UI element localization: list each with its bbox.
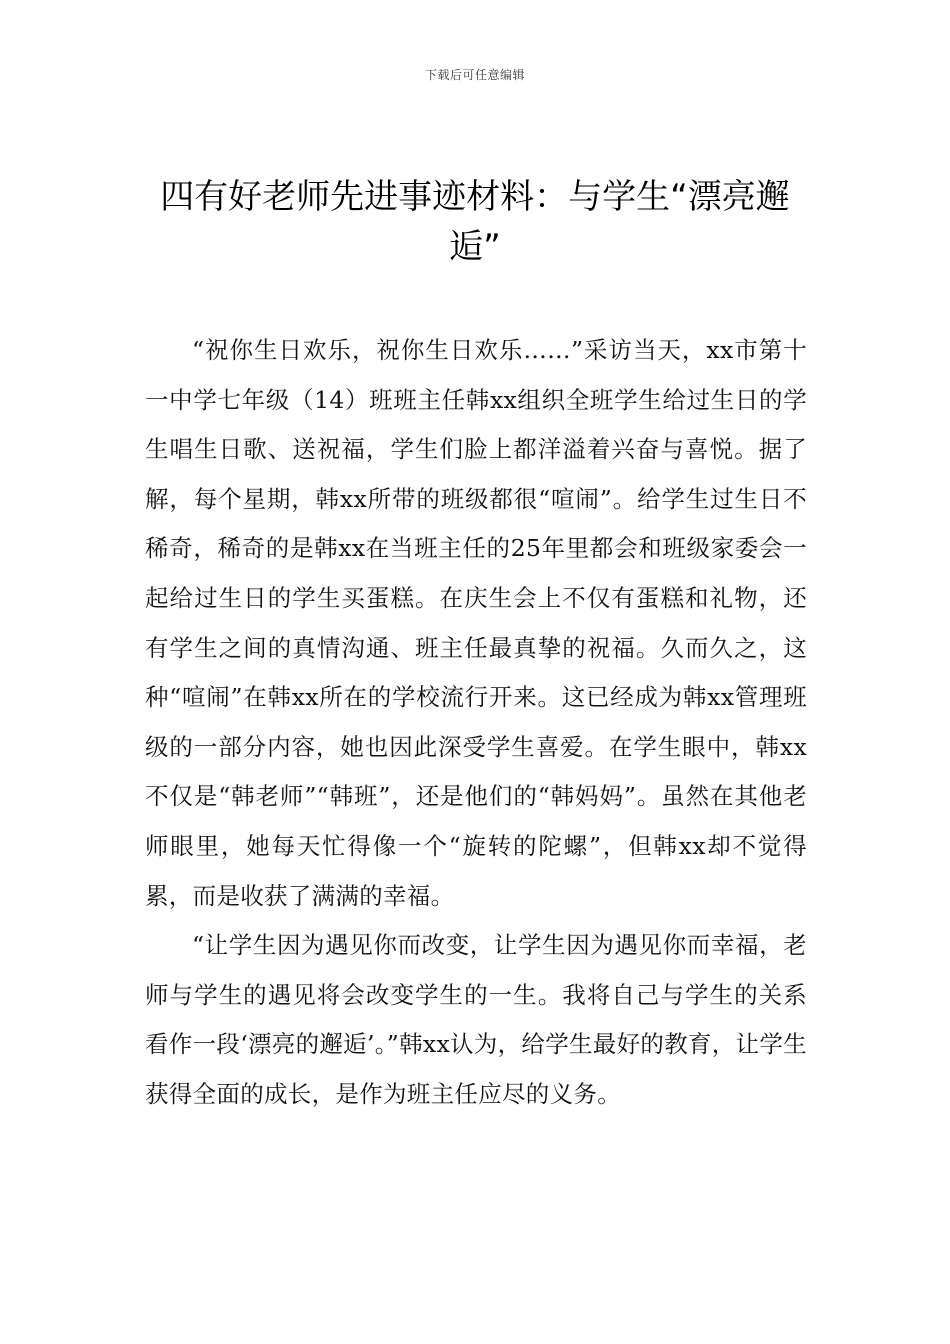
document-title: 四有好老师先进事迹材料：与学生“漂亮邂逅” — [160, 177, 790, 267]
header-note: 下载后可任意编辑 — [424, 68, 525, 82]
paragraph-2: “让学生因为遇见你而改变，让学生因为遇见你而幸福，老师与学生的遇见将会改变学生的一生。我将自己与学生的关系看作一段‘漂亮的邂逅’。”韩xx认为，给学生最好的教育，让学生获得全面的成长，是作为班主任应尽的义务。 — [145, 931, 808, 1108]
paragraph-1: “祝你生日欢乐，祝你生日欢乐……”采访当天，xx市第十一中学七年级（14）班班主任韩xx组织全班学生给过生日的学生唱生日歌、送祝福，学生们脸上都洋溢着兴奋与喜悦。据了解，每个星期，韩xx所带的班级都很“喧闹”。给学生过生日不稀奇，稀奇的是韩xx在当班主任的25年里都会和班级家委会一起给过生日的学生买蛋糕。在庆生会上不仅有蛋糕和礼物，还有学生之间的真情沟通、班主任最真挚的祝福。久而久之，这种“喧闹”在韩xx所在的学校流行开来。这已经成为韩xx管理班级的一部分内容，她也因此深受学生喜爱。在学生眼中，韩xx不仅是“韩老师”“韩班”，还是他们的“韩妈妈”。虽然在其他老师眼里，她每天忙得像一个“旋转的陀螺”，但韩xx却不觉得累，而是收获了满满的幸福。 — [145, 336, 807, 910]
document-body — [145, 326, 807, 1120]
